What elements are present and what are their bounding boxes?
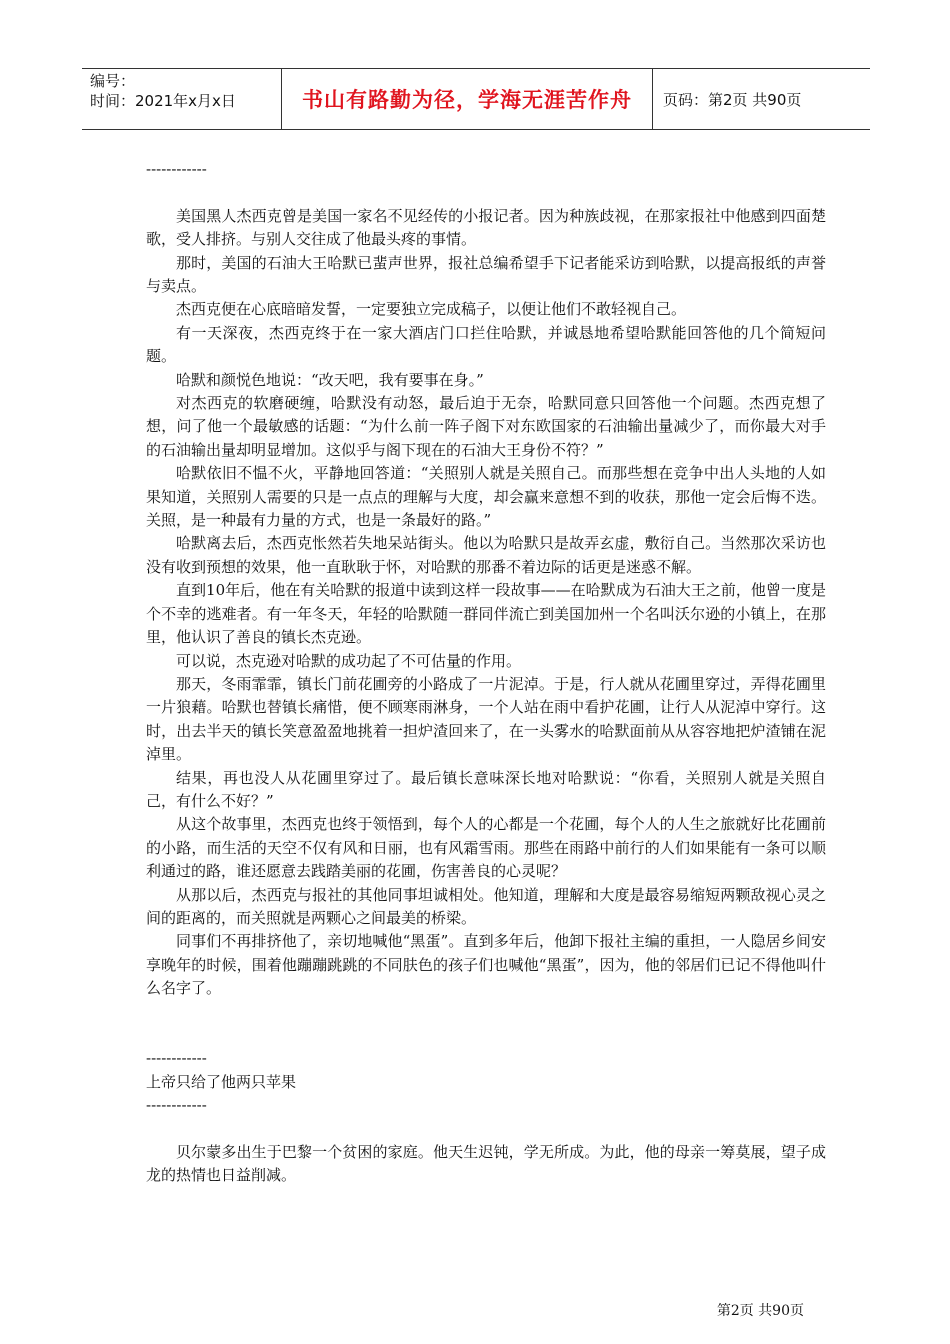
paragraph: 结果，再也没人从花圃里穿过了。最后镇长意味深长地对哈默说：“你看，关照别人就是关照自己，有什么不好？” xyxy=(146,768,826,810)
header-meta xyxy=(82,69,282,129)
story1 xyxy=(146,205,826,1001)
separator: ------------ xyxy=(146,1096,207,1115)
header-motto: 书山有路勤为径，学海无涯苦作舟 xyxy=(282,69,653,129)
document-body xyxy=(146,158,826,1188)
paragraph: 哈默和颜悦色地说：“改天吧，我有要事在身。” xyxy=(176,370,484,389)
story-title: 上帝只给了他两只苹果 xyxy=(146,1072,297,1091)
story2 xyxy=(146,1141,826,1188)
page-footer: 第2页 共90页 xyxy=(716,1303,804,1319)
paragraph: 对杰西克的软磨硬缠，哈默没有动怒，最后迫于无奈，哈默同意只回答他一个问题。杰西克想了想，问了他一个最敏感的话题：“为什么前一阵子阁下对东欧国家的石油输出量减少了，而你最大对手的石油输出量却明显增加。这似乎与阁下现在的石油大王身份不符？” xyxy=(146,394,826,459)
header-page-info: 页码：第2页 共90页 xyxy=(663,90,802,109)
paragraph: 那天，冬雨霏霏，镇长门前花圃旁的小路成了一片泥淖。于是，行人就从花圃里穿过，弄得花圃里一片狼藉。哈默也替镇长痛惜，便不顾寒雨淋身，一个人站在雨中看护花圃，让行人从泥淖中穿行。这时，出去半天的镇长笑意盈盈地挑着一担炉渣回来了，在一头雾水的哈默面前从从容容地把炉渣铺在泥淖里。 xyxy=(146,674,826,764)
separator: ------------ xyxy=(146,160,207,178)
paragraph: 美国黑人杰西克曾是美国一家名不见经传的小报记者。因为种族歧视，在那家报社中他感到四面楚歌，受人排挤。与别人交往成了他最头疼的事情。 xyxy=(146,206,826,249)
separator: ------------ xyxy=(146,1049,207,1068)
paragraph: 同事们不再排挤他了，亲切地喊他“黑蛋”。直到多年后，他卸下报社主编的重担，一人隐居乡间安享晚年的时候，围着他蹦蹦跳跳的不同肤色的孩子们也喊他“黑蛋”，因为，他的邻居们已记不得他叫什么名字了。 xyxy=(146,932,826,998)
paragraph: 哈默离去后，杰西克怅然若失地呆站街头。他以为哈默只是故弄玄虚，敷衍自己。当然那次采访也没有收到预想的效果，他一直耿耿于怀，对哈默的那番不着边际的话更是迷惑不解。 xyxy=(146,534,826,576)
paragraph: 哈默依旧不愠不火，平静地回答道：“关照别人就是关照自己。而那些想在竞争中出人头地的人如果知道，关照别人需要的只是一点点的理解与大度，却会赢来意想不到的收获，那他一定会后悔不迭。关照，是一种最有力量的方式，也是一条最好的路。” xyxy=(146,464,826,530)
paragraph: 从这个故事里，杰西克也终于领悟到，每个人的心都是一个花圃，每个人的人生之旅就好比花圃前的小路，而生活的天空不仅有风和日丽，也有风霜雪雨。那些在雨路中前行的人们如果能有一条可以顺利通过的路，谁还愿意去践踏美丽的花圃，伤害善良的心灵呢？ xyxy=(146,815,826,881)
page-header xyxy=(82,68,870,130)
paragraph: 有一天深夜，杰西克终于在一家大酒店门口拦住哈默，并诚恳地希望哈默能回答他的几个简短问题。 xyxy=(146,323,826,366)
paragraph: 贝尔蒙多出生于巴黎一个贫困的家庭。他天生迟钝，学无所成。为此，他的母亲一筹莫展，望子成龙的热情也日益削减。 xyxy=(146,1143,826,1185)
number-label: 编号： xyxy=(90,72,136,90)
paragraph: 杰西克便在心底暗暗发誓，一定要独立完成稿子，以便让他们不敢轻视自己。 xyxy=(176,300,687,319)
paragraph: 直到10年后，他在有关哈默的报道中读到这样一段故事——在哈默成为石油大王之前，他曾一度是个不幸的逃难者。有一年冬天，年轻的哈默随一群同伴流亡到美国加州一个名叫沃尔逊的小镇上，在那里，他认识了善良的镇长杰克逊。 xyxy=(146,581,826,647)
paragraph: 可以说，杰克逊对哈默的成功起了不可估量的作用。 xyxy=(176,651,522,670)
paragraph: 从那以后，杰西克与报社的其他同事坦诚相处。他知道，理解和大度是最容易缩短两颗敌视心灵之间的距离的，而关照就是两颗心之间最美的桥梁。 xyxy=(146,885,826,927)
time-label: 时间：2021年x月x日 xyxy=(90,92,236,110)
paragraph: 那时，美国的石油大王哈默已蜚声世界，报社总编希望手下记者能采访到哈默，以提高报纸的声誉与卖点。 xyxy=(146,253,826,296)
